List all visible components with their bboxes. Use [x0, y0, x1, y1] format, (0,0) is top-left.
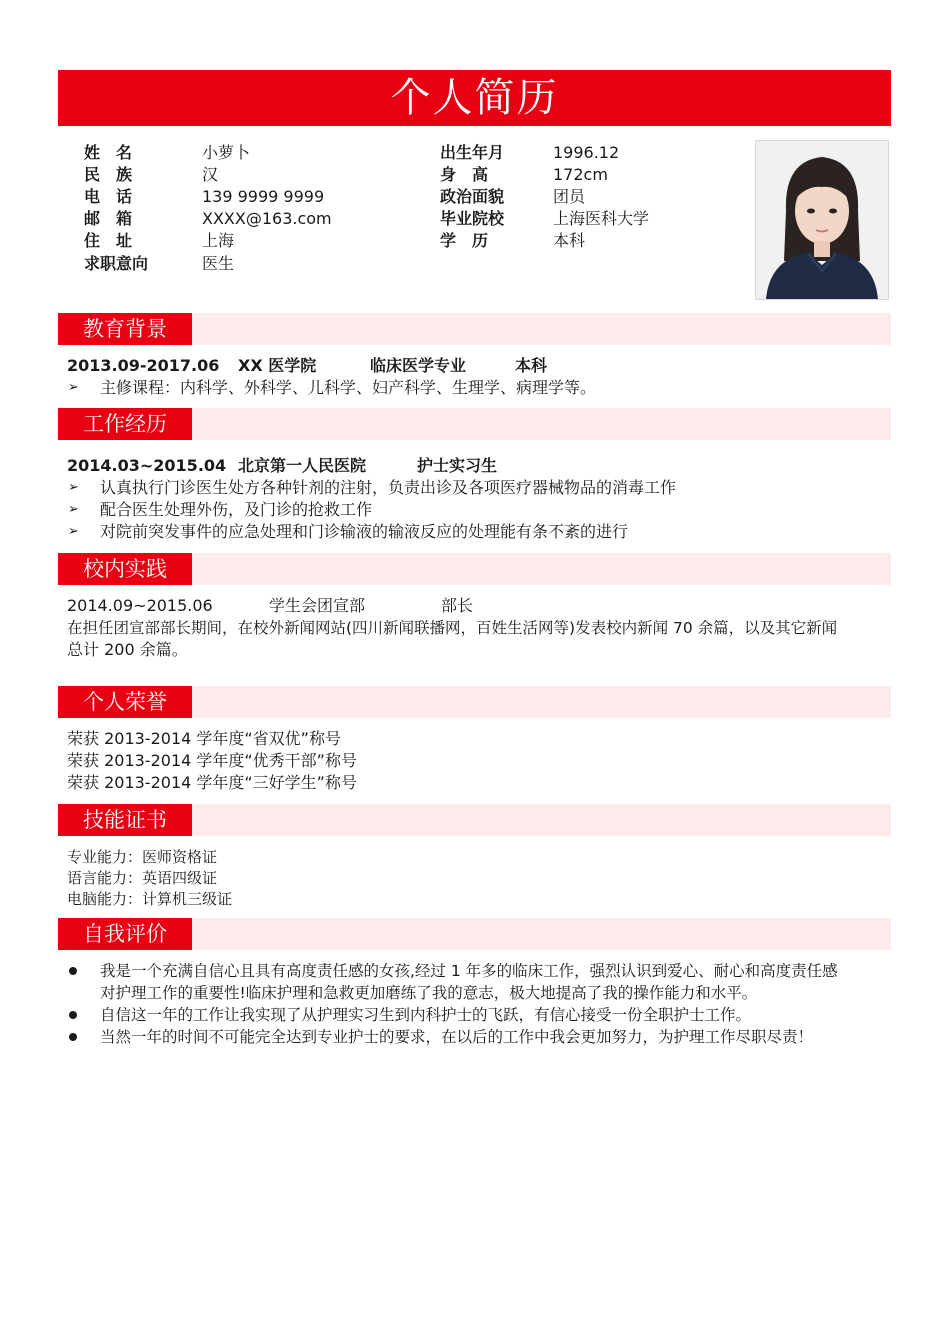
resume-title: 个人简历	[58, 70, 891, 126]
info-label: 住 址	[84, 231, 133, 250]
info-label: 邮 箱	[84, 209, 133, 228]
portrait-image	[756, 141, 888, 299]
education-major: 临床医学专业	[370, 356, 467, 375]
info-value: 172cm	[553, 165, 608, 184]
section-title: 工作经历	[58, 408, 192, 440]
info-value: 上海医科大学	[553, 209, 650, 228]
self-item: 自信这一年的工作让我实现了从护理实习生到内科护士的飞跃，有信心接受一份全职护士工作。	[100, 1006, 752, 1024]
education-courses: 主修课程：内科学、外科学、儿科学、妇产科学、生理学、病理学等。	[100, 378, 597, 397]
info-value: 139 9999 9999	[202, 187, 325, 206]
arrow-bullet-icon: ➢	[68, 502, 79, 517]
info-value: 上海	[202, 231, 235, 250]
section-work	[58, 408, 891, 440]
skill-item: 专业能力：医师资格证	[67, 848, 218, 866]
campus-period: 2014.09~2015.06	[67, 596, 213, 615]
arrow-bullet-icon: ➢	[68, 524, 79, 539]
campus-org: 学生会团宣部	[269, 596, 366, 615]
info-value: XXXX@163.com	[202, 209, 332, 228]
info-label: 电 话	[84, 187, 133, 206]
skill-item: 电脑能力：计算机三级证	[67, 890, 233, 908]
round-bullet-icon	[69, 967, 77, 975]
section-campus	[58, 553, 891, 585]
info-label: 身 高	[440, 165, 489, 184]
info-label: 民 族	[84, 165, 133, 184]
work-role: 护士实习生	[417, 456, 498, 475]
self-item-cont: 对护理工作的重要性!临床护理和急救更加磨练了我的意志，极大地提高了我的操作能力和水平。	[100, 984, 758, 1002]
education-period: 2013.09-2017.06	[67, 356, 220, 375]
round-bullet-icon	[69, 1011, 77, 1019]
campus-role: 部长	[441, 596, 474, 615]
section-title: 教育背景	[58, 313, 192, 345]
skill-item: 语言能力：英语四级证	[67, 869, 218, 887]
info-value: 汉	[202, 165, 219, 184]
info-label: 学 历	[440, 231, 489, 250]
honor-item: 荣获 2013-2014 学年度“优秀干部”称号	[67, 751, 357, 770]
section-title: 技能证书	[58, 804, 192, 836]
info-value: 本科	[553, 231, 586, 250]
round-bullet-icon	[69, 1033, 77, 1041]
arrow-bullet-icon: ➢	[68, 480, 79, 495]
section-title: 自我评价	[58, 918, 192, 950]
arrow-bullet-icon: ➢	[68, 380, 79, 395]
work-item: 对院前突发事件的应急处理和门诊输液的输液反应的处理能有条不紊的进行	[100, 522, 629, 541]
info-value: 团员	[553, 187, 586, 206]
section-education	[58, 313, 891, 345]
honor-item: 荣获 2013-2014 学年度“三好学生”称号	[67, 773, 357, 792]
info-value: 小萝卜	[202, 143, 251, 162]
section-skills	[58, 804, 891, 836]
campus-description: 在担任团宣部部长期间，在校外新闻网站(四川新闻联播网，百姓生活网等)发表校内新闻 70 余篇，以及其它新闻	[67, 619, 838, 637]
work-period: 2014.03~2015.04	[67, 456, 227, 475]
info-label: 出生年月	[440, 143, 505, 162]
work-item: 认真执行门诊医生处方各种针剂的注射，负责出诊及各项医疗器械物品的消毒工作	[100, 478, 677, 497]
self-item: 我是一个充满自信心且具有高度责任感的女孩,经过 1 年多的临床工作，强烈认识到爱心、耐心和高度责任感	[100, 962, 838, 980]
campus-description-cont: 总计 200 余篇。	[67, 640, 188, 659]
info-value: 医生	[202, 254, 235, 273]
section-honors	[58, 686, 891, 718]
profile-photo	[755, 140, 889, 300]
info-value: 1996.12	[553, 143, 620, 162]
info-label: 毕业院校	[440, 209, 505, 228]
personal-info	[58, 140, 748, 280]
honor-item: 荣获 2013-2014 学年度“省双优”称号	[67, 729, 341, 748]
self-item: 当然一年的时间不可能完全达到专业护士的要求，在以后的工作中我会更加努力，为护理工作尽职尽责！	[100, 1028, 814, 1046]
info-label: 求职意向	[84, 254, 149, 273]
education-school: XX 医学院	[238, 356, 317, 375]
info-label: 政治面貌	[440, 187, 505, 206]
section-self	[58, 918, 891, 950]
section-title: 个人荣誉	[58, 686, 192, 718]
info-label: 姓 名	[84, 143, 133, 162]
work-item: 配合医生处理外伤，及门诊的抢救工作	[100, 500, 373, 519]
work-company: 北京第一人民医院	[238, 456, 367, 475]
education-degree: 本科	[515, 356, 548, 375]
section-title: 校内实践	[58, 553, 192, 585]
